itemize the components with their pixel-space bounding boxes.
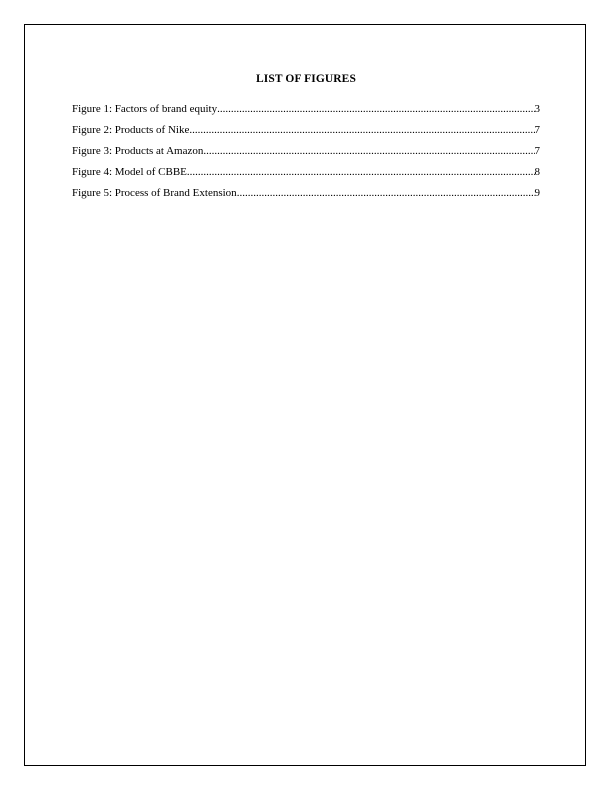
figure-entry-page: 3	[534, 103, 540, 115]
figure-entry-page: 7	[534, 124, 540, 136]
figure-entry-1[interactable]	[72, 102, 540, 123]
figure-entry-label: Figure 5: Process of Brand Extension	[72, 187, 237, 199]
figure-entry-label: Figure 2: Products of Nike	[72, 124, 190, 136]
dot-leader	[237, 186, 535, 200]
dot-leader	[189, 123, 534, 137]
dot-leader	[187, 165, 535, 179]
figure-entry-label: Figure 4: Model of CBBE	[72, 166, 187, 178]
figure-entry-label: Figure 1: Factors of brand equity	[72, 103, 218, 115]
figure-entry-page: 7	[534, 145, 540, 157]
figure-entry-page: 8	[534, 166, 540, 178]
figure-list	[72, 102, 540, 207]
figure-entry-page: 9	[534, 187, 540, 199]
figure-entry-3[interactable]	[72, 144, 540, 165]
figure-entry-5[interactable]	[72, 186, 540, 207]
figure-entry-2[interactable]	[72, 123, 540, 144]
figure-entry-4[interactable]	[72, 165, 540, 186]
list-of-figures-heading: LIST OF FIGURES	[256, 73, 356, 85]
figure-entry-label: Figure 3: Products at Amazon	[72, 145, 204, 157]
dot-leader	[203, 144, 534, 158]
dot-leader	[217, 102, 534, 116]
